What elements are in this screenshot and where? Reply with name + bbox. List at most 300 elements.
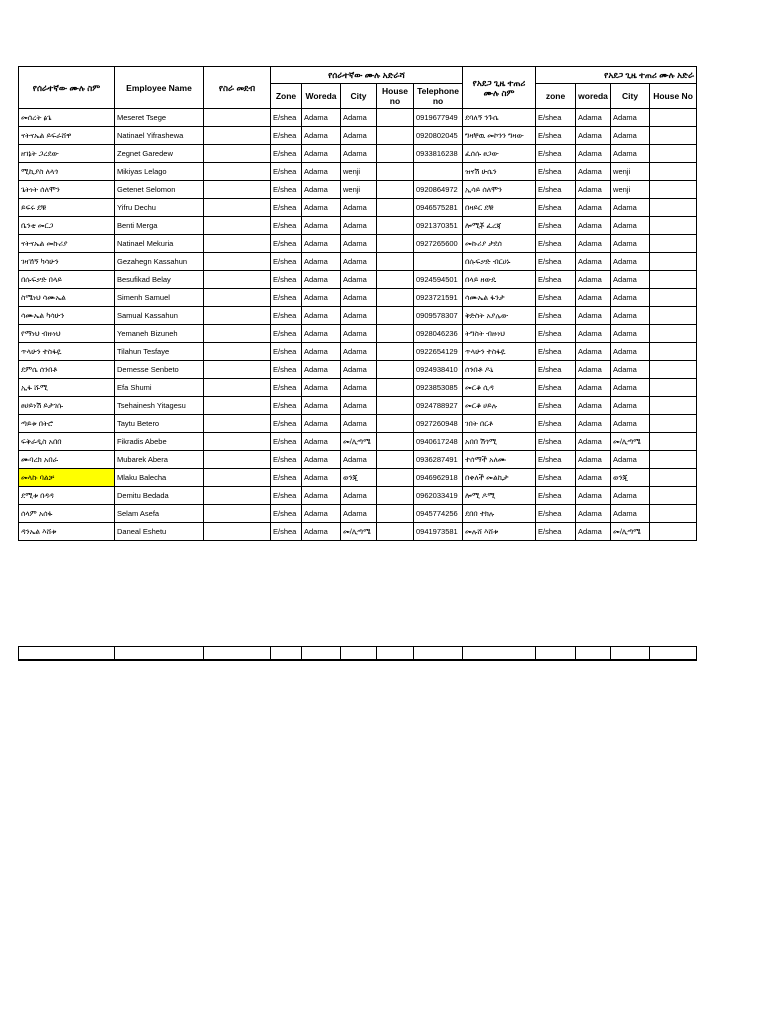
empty-cell[interactable] (414, 647, 463, 661)
cell-woreda[interactable]: Adama (302, 109, 341, 127)
cell-employee-name[interactable]: Taytu Betero (115, 415, 204, 433)
cell-emergency-contact[interactable]: ሎሚ ዶሚ (463, 487, 536, 505)
cell-position[interactable] (204, 415, 271, 433)
cell-house-no-2[interactable] (650, 415, 697, 433)
cell-city-2[interactable]: ወንጂ (611, 469, 650, 487)
cell-city[interactable]: Adama (341, 451, 377, 469)
cell-city-2[interactable]: Adama (611, 487, 650, 505)
cell-zone[interactable]: E/shea (271, 217, 302, 235)
cell-zone[interactable]: E/shea (271, 469, 302, 487)
cell-house-no[interactable] (377, 127, 414, 145)
cell-city-2[interactable]: Adama (611, 397, 650, 415)
cell-employee-name[interactable]: Demitu Bedada (115, 487, 204, 505)
cell-city-2[interactable]: Adama (611, 235, 650, 253)
cell-woreda-2[interactable]: Adama (576, 361, 611, 379)
cell-position[interactable] (204, 523, 271, 541)
cell-woreda-2[interactable]: Adama (576, 217, 611, 235)
cell-house-no-2[interactable] (650, 343, 697, 361)
cell-telephone[interactable]: 0923721591 (414, 289, 463, 307)
cell-telephone[interactable]: 0941973581 (414, 523, 463, 541)
cell-zone-2[interactable]: E/shea (536, 181, 576, 199)
cell-employee-name[interactable]: Simenh Samuel (115, 289, 204, 307)
cell-woreda[interactable]: Adama (302, 343, 341, 361)
cell-woreda-2[interactable]: Adama (576, 505, 611, 523)
cell-position[interactable] (204, 487, 271, 505)
cell-position[interactable] (204, 343, 271, 361)
empty-cell[interactable] (463, 647, 536, 661)
cell-city-2[interactable]: wenji (611, 163, 650, 181)
cell-city-2[interactable]: Adama (611, 451, 650, 469)
cell-house-no-2[interactable] (650, 523, 697, 541)
cell-woreda-2[interactable]: Adama (576, 487, 611, 505)
cell-position[interactable] (204, 325, 271, 343)
cell-position[interactable] (204, 433, 271, 451)
cell-zone[interactable]: E/shea (271, 271, 302, 289)
cell-employee-name[interactable]: Getenet Selomon (115, 181, 204, 199)
cell-zone[interactable]: E/shea (271, 289, 302, 307)
cell-house-no-2[interactable] (650, 487, 697, 505)
cell-telephone[interactable]: 0936287491 (414, 451, 463, 469)
cell-employee-name[interactable]: Fikradis Abebe (115, 433, 204, 451)
cell-zone-2[interactable]: E/shea (536, 523, 576, 541)
cell-name-amharic[interactable]: ናትናኤል ይፍራሸዋ (19, 127, 115, 145)
cell-name-amharic[interactable]: ስሜነህ ሳሙኤል (19, 289, 115, 307)
cell-house-no-2[interactable] (650, 181, 697, 199)
empty-cell[interactable] (19, 647, 115, 661)
cell-house-no[interactable] (377, 433, 414, 451)
cell-house-no-2[interactable] (650, 271, 697, 289)
cell-employee-name[interactable]: Mikiyas Lelago (115, 163, 204, 181)
cell-position[interactable] (204, 451, 271, 469)
cell-woreda-2[interactable]: Adama (576, 343, 611, 361)
cell-house-no-2[interactable] (650, 235, 697, 253)
cell-zone[interactable]: E/shea (271, 145, 302, 163)
cell-zone[interactable]: E/shea (271, 325, 302, 343)
cell-employee-name[interactable]: Mlaku Balecha (115, 469, 204, 487)
empty-cell[interactable] (271, 647, 302, 661)
cell-telephone[interactable]: 0946962918 (414, 469, 463, 487)
cell-zone[interactable]: E/shea (271, 181, 302, 199)
empty-cell[interactable] (650, 647, 697, 661)
cell-city[interactable]: Adama (341, 109, 377, 127)
cell-house-no[interactable] (377, 253, 414, 271)
cell-woreda[interactable]: Adama (302, 325, 341, 343)
cell-woreda[interactable]: Adama (302, 451, 341, 469)
cell-woreda-2[interactable]: Adama (576, 199, 611, 217)
cell-zone[interactable]: E/shea (271, 235, 302, 253)
cell-house-no-2[interactable] (650, 505, 697, 523)
cell-employee-name[interactable]: Daneal Eshetu (115, 523, 204, 541)
cell-name-amharic[interactable]: ደምሴ ሰንበቶ (19, 361, 115, 379)
cell-woreda[interactable]: Adama (302, 487, 341, 505)
cell-city[interactable]: Adama (341, 127, 377, 145)
cell-woreda[interactable]: Adama (302, 523, 341, 541)
cell-woreda-2[interactable]: Adama (576, 145, 611, 163)
cell-city[interactable]: Adama (341, 217, 377, 235)
cell-zone-2[interactable]: E/shea (536, 217, 576, 235)
cell-city-2[interactable]: መ/ሊጣሜ (611, 433, 650, 451)
cell-position[interactable] (204, 361, 271, 379)
cell-woreda[interactable]: Adama (302, 217, 341, 235)
cell-name-amharic[interactable]: በሱፍቃድ በላይ (19, 271, 115, 289)
cell-zone[interactable]: E/shea (271, 343, 302, 361)
cell-house-no[interactable] (377, 523, 414, 541)
cell-name-amharic[interactable]: ጥላሁን ተስፋዬ (19, 343, 115, 361)
cell-emergency-contact[interactable]: ሰንበቶ ዶኒ (463, 361, 536, 379)
cell-position[interactable] (204, 253, 271, 271)
cell-zone-2[interactable]: E/shea (536, 145, 576, 163)
cell-city[interactable]: Adama (341, 271, 377, 289)
cell-woreda[interactable]: Adama (302, 379, 341, 397)
cell-woreda[interactable]: Adama (302, 163, 341, 181)
cell-woreda[interactable]: Adama (302, 253, 341, 271)
cell-name-amharic[interactable]: ዳንኤል እሸቱ (19, 523, 115, 541)
cell-house-no[interactable] (377, 469, 414, 487)
cell-city-2[interactable]: Adama (611, 271, 650, 289)
cell-position[interactable] (204, 289, 271, 307)
cell-woreda-2[interactable]: Adama (576, 325, 611, 343)
cell-woreda-2[interactable]: Adama (576, 523, 611, 541)
cell-employee-name[interactable]: Demesse Senbeto (115, 361, 204, 379)
cell-house-no[interactable] (377, 487, 414, 505)
cell-city[interactable]: Adama (341, 505, 377, 523)
cell-employee-name[interactable]: Besufikad Belay (115, 271, 204, 289)
cell-telephone[interactable]: 0945774256 (414, 505, 463, 523)
cell-house-no[interactable] (377, 235, 414, 253)
cell-position[interactable] (204, 145, 271, 163)
cell-city[interactable]: ወንጂ (341, 469, 377, 487)
cell-emergency-contact[interactable]: መሉሸ እሸቱ (463, 523, 536, 541)
cell-house-no[interactable] (377, 361, 414, 379)
cell-name-amharic[interactable]: ጣይቱ በትሮ (19, 415, 115, 433)
empty-cell[interactable] (302, 647, 341, 661)
cell-woreda-2[interactable]: Adama (576, 289, 611, 307)
cell-telephone[interactable] (414, 163, 463, 181)
cell-woreda-2[interactable]: Adama (576, 397, 611, 415)
cell-house-no[interactable] (377, 415, 414, 433)
cell-woreda-2[interactable]: Adama (576, 451, 611, 469)
cell-zone[interactable]: E/shea (271, 109, 302, 127)
cell-emergency-contact[interactable]: ጥላሁን ተስፋዬ (463, 343, 536, 361)
cell-zone-2[interactable]: E/shea (536, 163, 576, 181)
cell-woreda[interactable]: Adama (302, 433, 341, 451)
cell-city[interactable]: wenji (341, 181, 377, 199)
cell-position[interactable] (204, 379, 271, 397)
cell-house-no[interactable] (377, 181, 414, 199)
cell-house-no-2[interactable] (650, 127, 697, 145)
cell-city[interactable]: Adama (341, 235, 377, 253)
cell-city-2[interactable]: Adama (611, 343, 650, 361)
cell-city[interactable]: መ/ሊጣሜ (341, 433, 377, 451)
cell-house-no[interactable] (377, 109, 414, 127)
cell-employee-name[interactable]: Tsehainesh Yitagesu (115, 397, 204, 415)
cell-employee-name[interactable]: Gezahegn Kassahun (115, 253, 204, 271)
cell-woreda-2[interactable]: Adama (576, 253, 611, 271)
cell-woreda[interactable]: Adama (302, 397, 341, 415)
cell-telephone[interactable]: 0928046236 (414, 325, 463, 343)
cell-house-no[interactable] (377, 163, 414, 181)
cell-position[interactable] (204, 181, 271, 199)
cell-emergency-contact[interactable]: ኢሳይ ሰለሞን (463, 181, 536, 199)
cell-woreda-2[interactable]: Adama (576, 415, 611, 433)
cell-employee-name[interactable]: Meseret Tsege (115, 109, 204, 127)
cell-zone[interactable]: E/shea (271, 307, 302, 325)
cell-employee-name[interactable]: Mubarek Abera (115, 451, 204, 469)
cell-woreda[interactable]: Adama (302, 199, 341, 217)
cell-city-2[interactable]: Adama (611, 505, 650, 523)
empty-cell[interactable] (377, 647, 414, 661)
cell-position[interactable] (204, 469, 271, 487)
cell-woreda[interactable]: Adama (302, 307, 341, 325)
cell-house-no-2[interactable] (650, 469, 697, 487)
cell-name-amharic[interactable]: ኢፋ ሹሚ (19, 379, 115, 397)
cell-name-amharic[interactable]: መላኩ ባልቻ (19, 469, 115, 487)
cell-employee-name[interactable]: Benti Merga (115, 217, 204, 235)
cell-city-2[interactable]: Adama (611, 145, 650, 163)
cell-zone-2[interactable]: E/shea (536, 199, 576, 217)
cell-emergency-contact[interactable]: ግዛቸዉ መኮንን ግዛው (463, 127, 536, 145)
cell-employee-name[interactable]: Samual Kassahun (115, 307, 204, 325)
cell-city-2[interactable]: Adama (611, 289, 650, 307)
cell-house-no-2[interactable] (650, 379, 697, 397)
cell-city[interactable]: Adama (341, 343, 377, 361)
cell-city-2[interactable]: Adama (611, 307, 650, 325)
cell-name-amharic[interactable]: ዘገኔት ጋረደው (19, 145, 115, 163)
cell-name-amharic[interactable]: ፍቅራዲስ አበበ (19, 433, 115, 451)
cell-house-no-2[interactable] (650, 145, 697, 163)
cell-emergency-contact[interactable]: ትግስት ብዙነህ (463, 325, 536, 343)
cell-zone[interactable]: E/shea (271, 523, 302, 541)
cell-telephone[interactable]: 0924594501 (414, 271, 463, 289)
cell-telephone[interactable]: 0920864972 (414, 181, 463, 199)
cell-position[interactable] (204, 235, 271, 253)
cell-house-no[interactable] (377, 505, 414, 523)
cell-telephone[interactable]: 0946575281 (414, 199, 463, 217)
cell-employee-name[interactable]: Efa Shumi (115, 379, 204, 397)
cell-woreda-2[interactable]: Adama (576, 379, 611, 397)
cell-zone-2[interactable]: E/shea (536, 433, 576, 451)
cell-city-2[interactable]: Adama (611, 325, 650, 343)
cell-position[interactable] (204, 199, 271, 217)
empty-cell[interactable] (611, 647, 650, 661)
cell-city[interactable]: Adama (341, 145, 377, 163)
cell-employee-name[interactable]: Yemaneh Bizuneh (115, 325, 204, 343)
cell-emergency-contact[interactable]: ሎሚቾ ፈረጃ (463, 217, 536, 235)
cell-woreda-2[interactable]: Adama (576, 433, 611, 451)
cell-zone-2[interactable]: E/shea (536, 325, 576, 343)
cell-name-amharic[interactable]: መሰረት ፅጌ (19, 109, 115, 127)
cell-zone-2[interactable]: E/shea (536, 469, 576, 487)
cell-employee-name[interactable]: Natinael Yifrashewa (115, 127, 204, 145)
cell-name-amharic[interactable]: ደሚቱ በዳዳ (19, 487, 115, 505)
cell-city-2[interactable]: Adama (611, 199, 650, 217)
cell-city-2[interactable]: Adama (611, 379, 650, 397)
cell-telephone[interactable]: 0940617248 (414, 433, 463, 451)
cell-telephone[interactable]: 0927265600 (414, 235, 463, 253)
cell-woreda[interactable]: Adama (302, 235, 341, 253)
cell-name-amharic[interactable]: ሳሙኤል ካሳሁን (19, 307, 115, 325)
cell-emergency-contact[interactable]: ደበበ ተክሉ (463, 505, 536, 523)
cell-zone-2[interactable]: E/shea (536, 379, 576, 397)
cell-house-no[interactable] (377, 325, 414, 343)
cell-position[interactable] (204, 217, 271, 235)
cell-employee-name[interactable]: Yifru Dechu (115, 199, 204, 217)
cell-city-2[interactable]: Adama (611, 361, 650, 379)
cell-house-no[interactable] (377, 199, 414, 217)
cell-woreda-2[interactable]: Adama (576, 181, 611, 199)
cell-name-amharic[interactable]: ገዛኸኝ ካሳሁን (19, 253, 115, 271)
cell-position[interactable] (204, 163, 271, 181)
cell-house-no[interactable] (377, 289, 414, 307)
cell-house-no-2[interactable] (650, 253, 697, 271)
cell-city[interactable]: Adama (341, 397, 377, 415)
cell-zone-2[interactable]: E/shea (536, 505, 576, 523)
cell-position[interactable] (204, 397, 271, 415)
cell-zone-2[interactable]: E/shea (536, 307, 576, 325)
cell-woreda[interactable]: Adama (302, 361, 341, 379)
cell-woreda[interactable]: Adama (302, 145, 341, 163)
cell-house-no[interactable] (377, 343, 414, 361)
cell-telephone[interactable]: 0962033419 (414, 487, 463, 505)
cell-city[interactable]: wenji (341, 163, 377, 181)
cell-house-no-2[interactable] (650, 451, 697, 469)
cell-zone-2[interactable]: E/shea (536, 451, 576, 469)
cell-telephone[interactable]: 0933816238 (414, 145, 463, 163)
cell-name-amharic[interactable]: የማነህ ብዙነህ (19, 325, 115, 343)
cell-house-no-2[interactable] (650, 217, 697, 235)
cell-zone-2[interactable]: E/shea (536, 487, 576, 505)
cell-telephone[interactable]: 0922654129 (414, 343, 463, 361)
cell-emergency-contact[interactable]: በዛይር ደቹ (463, 199, 536, 217)
cell-city[interactable]: Adama (341, 199, 377, 217)
cell-telephone[interactable]: 0924788927 (414, 397, 463, 415)
cell-telephone[interactable]: 0921370351 (414, 217, 463, 235)
cell-house-no-2[interactable] (650, 361, 697, 379)
cell-city-2[interactable]: wenji (611, 181, 650, 199)
cell-emergency-contact[interactable]: አበበ ሽጎሚ (463, 433, 536, 451)
cell-woreda-2[interactable]: Adama (576, 271, 611, 289)
cell-telephone[interactable]: 0920802045 (414, 127, 463, 145)
cell-zone[interactable]: E/shea (271, 361, 302, 379)
cell-position[interactable] (204, 271, 271, 289)
cell-woreda-2[interactable]: Adama (576, 163, 611, 181)
cell-employee-name[interactable]: Selam Asefa (115, 505, 204, 523)
cell-zone-2[interactable]: E/shea (536, 361, 576, 379)
cell-zone-2[interactable]: E/shea (536, 271, 576, 289)
empty-cell[interactable] (536, 647, 576, 661)
cell-house-no[interactable] (377, 217, 414, 235)
cell-emergency-contact[interactable]: ዝናሽ ሁሴን (463, 163, 536, 181)
cell-name-amharic[interactable]: ሚኪያስ ለላጎ (19, 163, 115, 181)
cell-zone[interactable]: E/shea (271, 253, 302, 271)
cell-emergency-contact[interactable]: ሳሙኤል ፋንታ (463, 289, 536, 307)
cell-telephone[interactable]: 0927260948 (414, 415, 463, 433)
cell-woreda-2[interactable]: Adama (576, 469, 611, 487)
cell-emergency-contact[interactable]: በሱፍቃድ ብርሀኑ (463, 253, 536, 271)
cell-house-no[interactable] (377, 379, 414, 397)
cell-zone-2[interactable]: E/shea (536, 235, 576, 253)
cell-zone[interactable]: E/shea (271, 379, 302, 397)
cell-position[interactable] (204, 109, 271, 127)
cell-woreda[interactable]: Adama (302, 289, 341, 307)
cell-name-amharic[interactable]: ጌትነት ሰለሞን (19, 181, 115, 199)
cell-employee-name[interactable]: Tilahun Tesfaye (115, 343, 204, 361)
cell-zone-2[interactable]: E/shea (536, 127, 576, 145)
empty-cell[interactable] (576, 647, 611, 661)
cell-house-no-2[interactable] (650, 199, 697, 217)
cell-woreda[interactable]: Adama (302, 127, 341, 145)
cell-woreda-2[interactable]: Adama (576, 235, 611, 253)
cell-city-2[interactable]: Adama (611, 253, 650, 271)
empty-cell[interactable] (341, 647, 377, 661)
cell-emergency-contact[interactable]: በላይ ዘውዴ (463, 271, 536, 289)
cell-name-amharic[interactable]: ሙባረክ አበራ (19, 451, 115, 469)
cell-zone[interactable]: E/shea (271, 505, 302, 523)
cell-city[interactable]: Adama (341, 487, 377, 505)
cell-zone[interactable]: E/shea (271, 451, 302, 469)
cell-city[interactable]: መ/ሊጣሜ (341, 523, 377, 541)
cell-city-2[interactable]: Adama (611, 217, 650, 235)
cell-woreda[interactable]: Adama (302, 469, 341, 487)
cell-name-amharic[interactable]: ይፍሩ ደቹ (19, 199, 115, 217)
cell-emergency-contact[interactable]: በቀለች መልኪታ (463, 469, 536, 487)
cell-telephone[interactable]: 0909578307 (414, 307, 463, 325)
cell-emergency-contact[interactable]: ፈሰሱ ፀጋው (463, 145, 536, 163)
cell-house-no-2[interactable] (650, 433, 697, 451)
cell-city-2[interactable]: መ/ሊጣሜ (611, 523, 650, 541)
cell-city[interactable]: Adama (341, 379, 377, 397)
cell-city[interactable]: Adama (341, 307, 377, 325)
cell-city-2[interactable]: Adama (611, 415, 650, 433)
cell-telephone[interactable] (414, 253, 463, 271)
cell-city[interactable]: Adama (341, 361, 377, 379)
cell-house-no[interactable] (377, 451, 414, 469)
empty-cell[interactable] (115, 647, 204, 661)
cell-city[interactable]: Adama (341, 415, 377, 433)
cell-zone[interactable]: E/shea (271, 433, 302, 451)
cell-name-amharic[interactable]: ሰላም አሰፋ (19, 505, 115, 523)
cell-emergency-contact[interactable]: ቅድስት አያሌው (463, 307, 536, 325)
cell-position[interactable] (204, 505, 271, 523)
cell-house-no-2[interactable] (650, 109, 697, 127)
cell-zone-2[interactable]: E/shea (536, 253, 576, 271)
cell-name-amharic[interactable]: ናትናኤል መኩሪያ (19, 235, 115, 253)
cell-emergency-contact[interactable]: ተሰማች አለሙ (463, 451, 536, 469)
cell-name-amharic[interactable]: ቤንቲ መርጋ (19, 217, 115, 235)
cell-position[interactable] (204, 307, 271, 325)
cell-city[interactable]: Adama (341, 289, 377, 307)
cell-house-no[interactable] (377, 145, 414, 163)
cell-city-2[interactable]: Adama (611, 109, 650, 127)
cell-emergency-contact[interactable]: መርቆ ሀይሉ (463, 397, 536, 415)
cell-zone[interactable]: E/shea (271, 163, 302, 181)
cell-woreda[interactable]: Adama (302, 415, 341, 433)
cell-zone[interactable]: E/shea (271, 397, 302, 415)
cell-zone-2[interactable]: E/shea (536, 289, 576, 307)
cell-telephone[interactable]: 0924938410 (414, 361, 463, 379)
cell-woreda-2[interactable]: Adama (576, 109, 611, 127)
cell-house-no[interactable] (377, 271, 414, 289)
cell-house-no-2[interactable] (650, 397, 697, 415)
cell-emergency-contact[interactable]: ገበት በርቶ (463, 415, 536, 433)
cell-zone[interactable]: E/shea (271, 127, 302, 145)
cell-emergency-contact[interactable]: ደባለኝ ንጉሴ (463, 109, 536, 127)
cell-house-no-2[interactable] (650, 307, 697, 325)
cell-emergency-contact[interactable]: መኩሪያ ታደሰ (463, 235, 536, 253)
cell-zone-2[interactable]: E/shea (536, 109, 576, 127)
empty-cell[interactable] (204, 647, 271, 661)
cell-city[interactable]: Adama (341, 253, 377, 271)
